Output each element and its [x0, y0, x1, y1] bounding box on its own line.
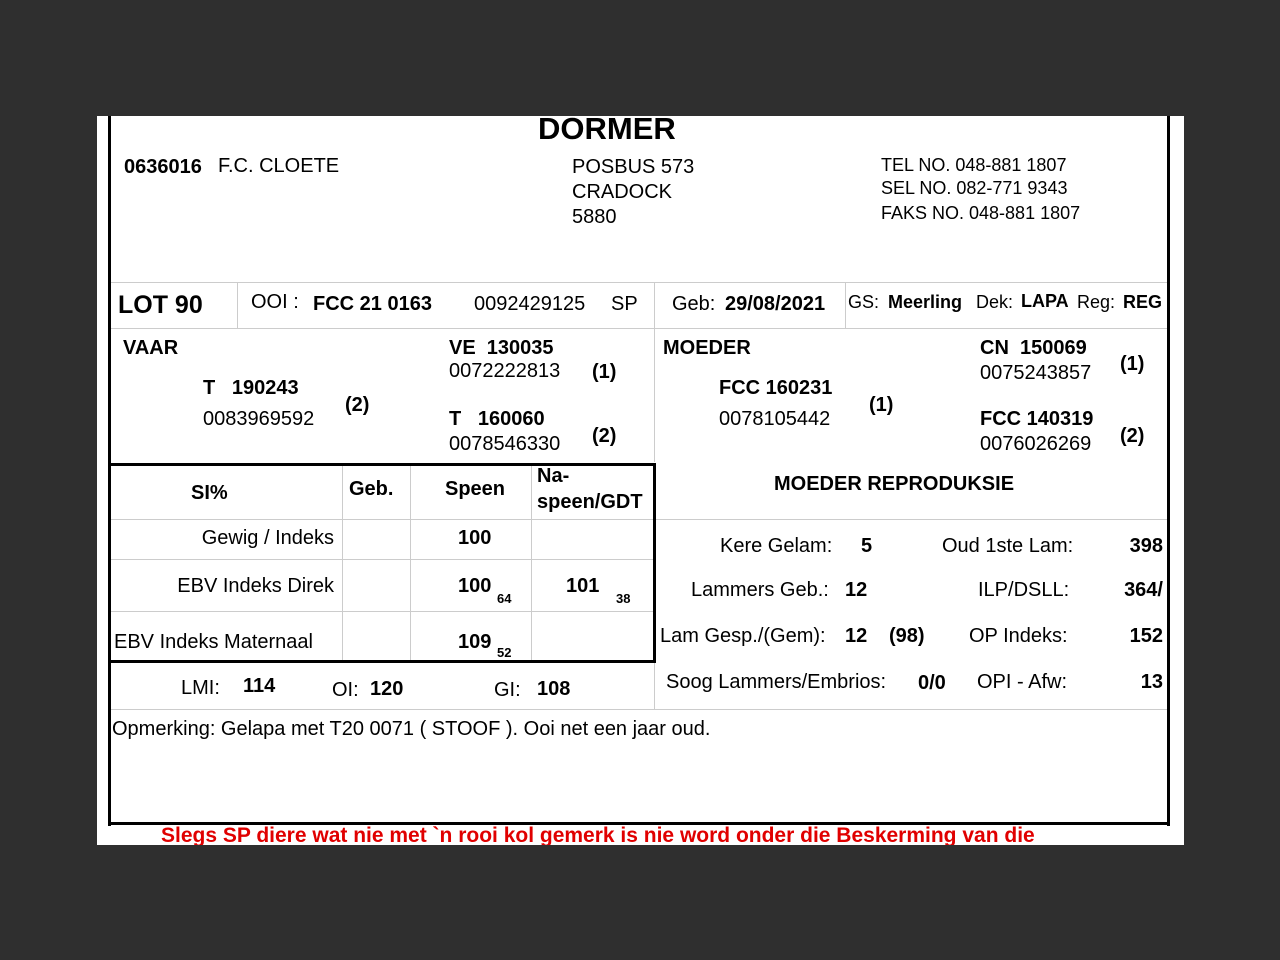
vaar-dam-id: T 160060 [449, 408, 545, 430]
si-box-top [111, 463, 656, 466]
owner-name: F.C. CLOETE [218, 155, 340, 177]
left-border [108, 116, 111, 826]
speen-accuracy: 52 [497, 645, 512, 660]
soog-value: 0/0 [918, 672, 946, 694]
dek-value: LAPA [1021, 291, 1069, 311]
gi-label: GI: [494, 679, 521, 701]
row-label: EBV Indeks Maternaal [114, 631, 313, 653]
geb-header: Geb. [349, 478, 394, 500]
row-label: EBV Indeks Direk [177, 575, 334, 597]
reg-value: REG [1123, 292, 1163, 312]
si-box-bottom [111, 660, 656, 663]
footer-notice: Slegs SP diere wat nie met `n rooi kol gemerk is nie word onder die Beskerming van die [161, 824, 1035, 845]
gesp-value: 12 [845, 625, 868, 647]
ilp-value: 364/ [1124, 579, 1163, 601]
speen-accuracy: 64 [497, 591, 512, 606]
vaar-sire-id: VE 130035 [449, 337, 554, 359]
gs-label: GS: [848, 292, 880, 312]
divider [654, 663, 655, 709]
right-border [1167, 116, 1170, 826]
moeder-grade: (1) [869, 394, 894, 416]
tel-number: TEL NO. 048-881 1807 [881, 155, 1067, 175]
dek-label: Dek: [976, 292, 1014, 312]
divider [111, 709, 1167, 710]
oud-value: 398 [1129, 535, 1163, 557]
address-line: POSBUS 573 [572, 156, 695, 178]
moeder-id: FCC 160231 [719, 377, 833, 399]
kere-label: Kere Gelam: [720, 535, 833, 557]
divider [237, 282, 238, 328]
si-box-right [653, 463, 656, 663]
speen-value: 100 [458, 575, 492, 597]
vaar-dam-grade: (2) [592, 425, 617, 447]
moeder-number: 0078105442 [719, 408, 831, 430]
vaar-number: 0083969592 [203, 408, 315, 430]
divider [111, 519, 653, 520]
moeder-sire-id: CN 150069 [980, 337, 1087, 359]
lammers-value: 12 [845, 579, 868, 601]
divider [845, 282, 846, 328]
moeder-dam-number: 0076026269 [980, 433, 1092, 455]
remark: Opmerking: Gelapa met T20 0071 ( STOOF ). Ooi net een jaar oud. [112, 718, 711, 740]
reproduction-title: MOEDER REPRODUKSIE [774, 473, 1015, 495]
oi-label: OI: [332, 679, 359, 701]
speen-value: 100 [458, 527, 492, 549]
soog-label: Soog Lammers/Embrios: [666, 671, 887, 693]
owner-code: 0636016 [124, 156, 202, 178]
sel-number: SEL NO. 082-771 9343 [881, 178, 1068, 198]
divider [111, 282, 1167, 283]
op-value: 152 [1129, 625, 1163, 647]
oud-label: Oud 1ste Lam: [942, 535, 1074, 557]
gs-value: Meerling [888, 292, 963, 312]
moeder-sire-grade: (1) [1120, 353, 1145, 375]
birth-date: 29/08/2021 [725, 293, 826, 315]
ilp-label: ILP/DSLL: [978, 579, 1070, 601]
moeder-dam-grade: (2) [1120, 425, 1145, 447]
naspeen-header: speen/GDT [537, 491, 643, 513]
moeder-dam-id: FCC 140319 [980, 408, 1094, 430]
opi-value: 13 [1140, 671, 1163, 693]
speen-value: 109 [458, 631, 492, 653]
lammers-label: Lammers Geb.: [691, 579, 829, 601]
divider [654, 282, 655, 462]
birth-label: Geb: [672, 293, 716, 315]
divider [656, 519, 1167, 520]
op-label: OP Indeks: [969, 625, 1068, 647]
catalogue-sheet [97, 116, 1184, 845]
address-line: CRADOCK [572, 181, 673, 203]
vaar-id: T 190243 [203, 377, 299, 399]
ooi-grade: SP [611, 293, 638, 315]
reg-label: Reg: [1077, 292, 1116, 312]
ooi-number: 0092429125 [474, 293, 586, 315]
naspeen-value: 101 [566, 575, 600, 597]
ooi-label: OOI : [251, 291, 299, 313]
moeder-label: MOEDER [663, 337, 751, 359]
divider [111, 559, 653, 560]
divider [410, 466, 411, 660]
kere-value: 5 [861, 535, 873, 557]
divider [342, 466, 343, 660]
breed-title: DORMER [538, 116, 676, 146]
lmi-label: LMI: [181, 677, 220, 699]
gesp-gem: (98) [889, 625, 925, 647]
lmi-value: 114 [243, 675, 276, 697]
address-line: 5880 [572, 206, 617, 228]
divider [111, 328, 1167, 329]
naspeen-accuracy: 38 [616, 591, 631, 606]
lot-number: LOT 90 [118, 291, 203, 319]
vaar-dam-number: 0078546330 [449, 433, 561, 455]
faks-number: FAKS NO. 048-881 1807 [881, 203, 1081, 223]
vaar-grade: (2) [345, 394, 370, 416]
divider [531, 466, 532, 660]
divider [111, 611, 653, 612]
gi-value: 108 [537, 678, 571, 700]
vaar-sire-grade: (1) [592, 361, 617, 383]
si-header: SI% [191, 482, 228, 504]
naspeen-header: Na- [537, 465, 570, 487]
ooi-id: FCC 21 0163 [313, 293, 432, 315]
vaar-sire-number: 0072222813 [449, 360, 561, 382]
vaar-label: VAAR [123, 337, 179, 359]
oi-value: 120 [370, 678, 404, 700]
moeder-sire-number: 0075243857 [980, 362, 1092, 384]
speen-header: Speen [445, 478, 506, 500]
row-label: Gewig / Indeks [201, 527, 334, 549]
gesp-label: Lam Gesp./(Gem): [660, 625, 826, 647]
opi-label: OPI - Afw: [977, 671, 1068, 693]
